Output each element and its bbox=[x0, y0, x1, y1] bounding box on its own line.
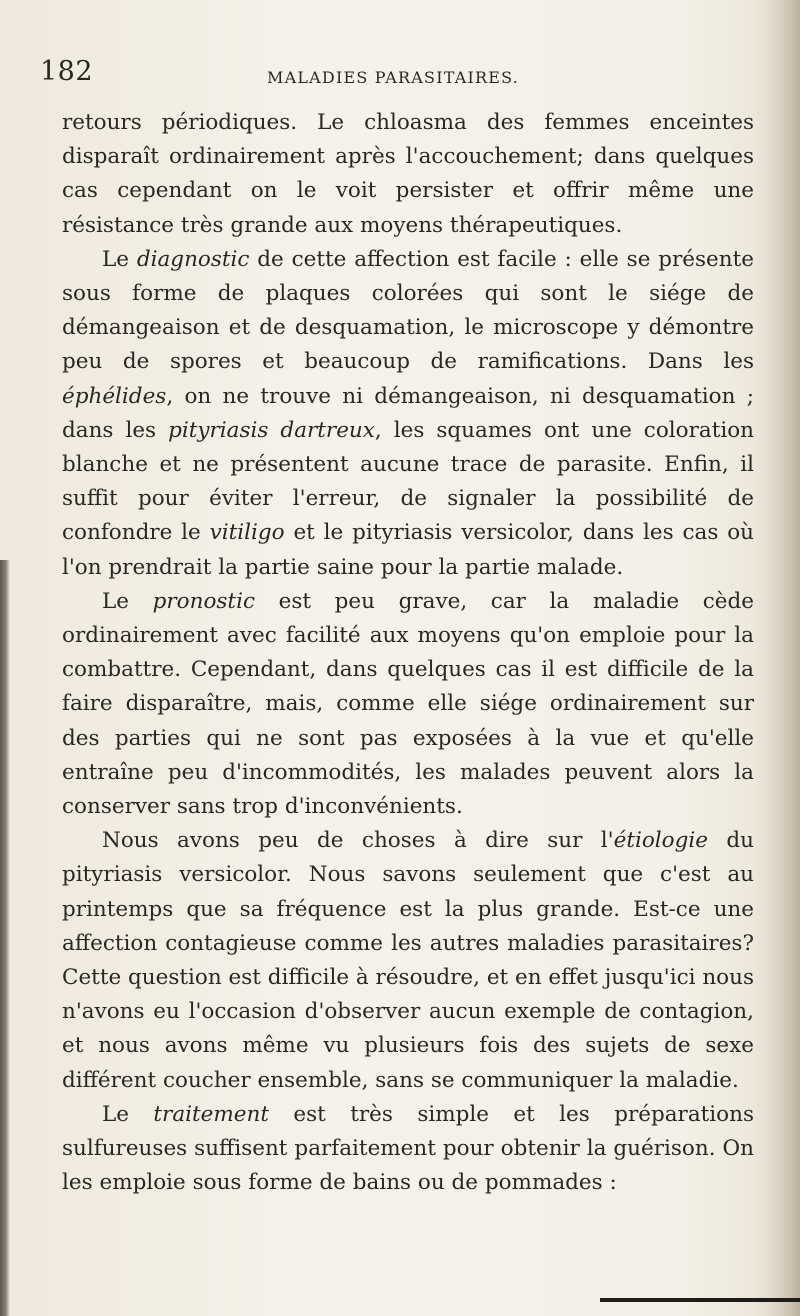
paragraph bbox=[62, 585, 754, 824]
page-header bbox=[40, 56, 740, 90]
page-number: 182 bbox=[40, 56, 94, 87]
italic-term: pronostic bbox=[152, 588, 255, 614]
text-run: retours périodiques. Le chloasma des femmes enceintes disparaît ordinairement après l'accouchement; dans quelques cas cependant on le voit persister et offrir même une résistance très grande aux moyens thérapeutiques. bbox=[62, 110, 754, 238]
text-run: Le bbox=[102, 588, 153, 614]
paragraph bbox=[62, 106, 754, 243]
italic-term: pityriasis dartreux bbox=[168, 417, 375, 443]
body-text bbox=[62, 106, 754, 1201]
italic-term: traitement bbox=[153, 1101, 269, 1127]
paragraph bbox=[62, 243, 754, 585]
page-edge-shadow bbox=[754, 0, 800, 1316]
text-run: Le bbox=[102, 1101, 154, 1127]
running-title: MALADIES PARASITAIRES. bbox=[267, 68, 520, 87]
text-run: est peu grave, car la maladie cède ordinairement avec facilité aux moyens qu'on emploie pour la combattre. Cependant, dans quelques cas il est difficile de la faire disparaître, mais, comme elle siége ordinairement sur des parties qui ne sont pas exposées à la vue et qu'elle entraîne peu d'incommodités, les malades peuvent alors la conserver sans trop d'inconvénients. bbox=[62, 588, 754, 820]
paragraph bbox=[62, 824, 754, 1098]
text-run: de cette affection est facile : elle se présente sous forme de plaques colorées qui sont le siége de démangeaison et de desquamation, le microscope y démontre peu de spores et beaucoup de ramifications. Dans les bbox=[62, 246, 754, 375]
italic-term: étiologie bbox=[613, 828, 708, 854]
text-run: du pityriasis versicolor. Nous savons seulement que c'est au printemps que sa fréquence est la plus grande. Est-ce une affection contagieuse comme les autres maladies parasitaires? Cette question est difficile à résoudre, et en effet jusqu'ici nous n'avons eu l'occasion d'observer aucun exemple de contagion, et nous avons même vu plusieurs fois des sujets de sexe différent coucher ensemble, sans se communiquer la maladie. bbox=[62, 828, 754, 1093]
text-run: , les squames ont une coloration blanche et ne présentent aucune trace de parasite. Enfin, il suffit pour éviter l'erreur, de signaler la possibilité de confondre le bbox=[62, 417, 754, 546]
text-run: Le bbox=[102, 246, 137, 272]
binding-shadow bbox=[0, 560, 10, 1316]
italic-term: vitiligo bbox=[209, 520, 285, 546]
italic-term: éphélides bbox=[62, 383, 167, 409]
text-run: est très simple et les préparations sulfureuses suffisent parfaitement pour obtenir la guérison. On les emploie sous forme de bains ou de pommades : bbox=[62, 1101, 754, 1196]
text-run: et le pityriasis versicolor, dans les cas où l'on prendrait la partie saine pour la partie malade. bbox=[62, 520, 754, 580]
paragraph bbox=[62, 1098, 754, 1201]
bottom-edge-mark bbox=[600, 1298, 800, 1302]
text-run: , on ne trouve ni démangeaison, ni desquamation ; dans les bbox=[62, 383, 754, 443]
italic-term: diagnostic bbox=[136, 246, 250, 272]
text-run: Nous avons peu de choses à dire sur l' bbox=[102, 828, 614, 854]
